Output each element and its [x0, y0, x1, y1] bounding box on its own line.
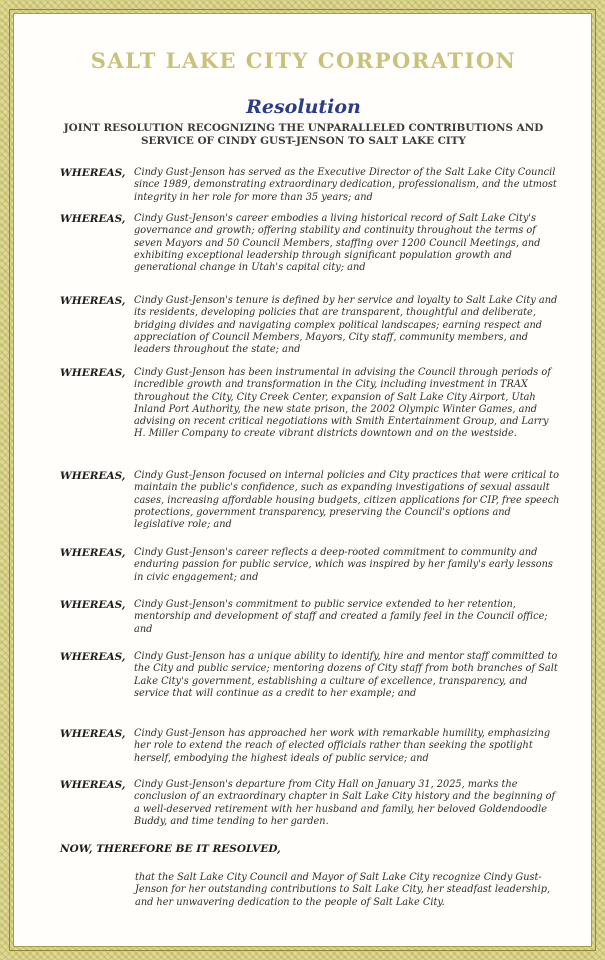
whereas-label: WHEREAS,: [60, 295, 126, 307]
whereas-text: Cindy Gust-Jenson focused on internal policies and City practices that were critical to maintain the public's confidence, such as expanding investigations of sexual assault cases, increasing affordable housing budgets, citizen applications for CIP, free speech protections, government transparency, preserving the Council's options and legislative role; and: [134, 470, 560, 531]
whereas-label: WHEREAS,: [60, 213, 126, 225]
whereas-text: Cindy Gust-Jenson has been instrumental in advising the Council through periods of incredible growth and transformation in the City, including investment in TRAX throughout the City, City Creek Center, expansion of Salt Lake City Airport, Utah Inland Port Authority, the new state prison, the 2002 Olympic Winter Games, and advising on recent critical negotiations with Smith Entertainment Group, and Larry H. Miller Company to create vibrant districts downtown and on the westside.: [134, 367, 551, 440]
whereas-text: Cindy Gust-Jenson has approached her work with remarkable humility, emphasizing her role to extend the reach of elected officials rather than seeking the spotlight herself, embodying the highest ideals of public service; and: [134, 728, 551, 764]
whereas-label: WHEREAS,: [60, 779, 126, 791]
whereas-label: WHEREAS,: [60, 547, 126, 559]
whereas-text: Cindy Gust-Jenson has served as the Executive Director of the Salt Lake City Council since 1989, demonstrating extraordinary dedication, professionalism, and the utmost integrity in her role for more than 35 years; and: [134, 167, 557, 203]
resolution-document: [13, 13, 592, 947]
whereas-label: WHEREAS,: [60, 728, 126, 740]
resolved-text: that the Salt Lake City Council and Mayor of Salt Lake City recognize Cindy Gust-Jenson for her outstanding contributions to Salt Lake City, her steadfast leadership, and her unwavering dedication to the people of Salt Lake City.: [135, 872, 551, 908]
whereas-text: Cindy Gust-Jenson's departure from City Hall on January 31, 2025, marks the conclusion of an extraordinary chapter in Salt Lake City history and the beginning of a well-deserved retirement with her husband and family, her beloved Goldendoodle Buddy, and time tending to her garden.: [134, 779, 556, 827]
corporation-title: SALT LAKE CITY CORPORATION: [90, 48, 517, 73]
whereas-text: Cindy Gust-Jenson has a unique ability to identify, hire and mentor staff committed to the City and public service; mentoring dozens of City staff from both branches of Salt Lake City's government, establishing a culture of excellence, transparency, and service that will continue as a credit to her example; and: [134, 651, 558, 699]
whereas-label: WHEREAS,: [60, 167, 126, 179]
whereas-text: Cindy Gust-Jenson's commitment to public service extended to her retention, mentorship and development of staff and created a family feel in the Council office; and: [134, 599, 548, 635]
resolution-subtitle: JOINT RESOLUTION RECOGNIZING THE UNPARALLELED CONTRIBUTIONS AND SERVICE OF CINDY GUST-JENSON TO SALT LAKE CITY: [63, 122, 544, 147]
whereas-text: Cindy Gust-Jenson's tenure is defined by her service and loyalty to Salt Lake City and its residents, developing policies that are transparent, thoughtful and deliberate, bridging divides and navigating complex political landscapes; earning respect and appreciation of Council Members, Mayors, City staff, community members, and leaders throughout the state; and: [134, 295, 558, 356]
whereas-label: WHEREAS,: [60, 599, 126, 611]
resolved-label: NOW, THEREFORE BE IT RESOLVED,: [60, 843, 281, 855]
whereas-label: WHEREAS,: [60, 651, 126, 663]
whereas-text: Cindy Gust-Jenson's career embodies a living historical record of Salt Lake City's governance and growth; offering stability and continuity throughout the terms of seven Mayors and 50 Council Members, staffing over 1200 Council Meetings, and exhibiting exceptional leadership through significant population growth and generational change in Utah's capital city; and: [134, 213, 541, 274]
whereas-text: Cindy Gust-Jenson's career reflects a deep-rooted commitment to community and enduring passion for public service, which was inspired by her family's early lessons in civic engagement; and: [134, 547, 553, 583]
whereas-label: WHEREAS,: [60, 367, 126, 379]
whereas-label: WHEREAS,: [60, 470, 126, 482]
resolution-heading: Resolution: [246, 96, 361, 118]
